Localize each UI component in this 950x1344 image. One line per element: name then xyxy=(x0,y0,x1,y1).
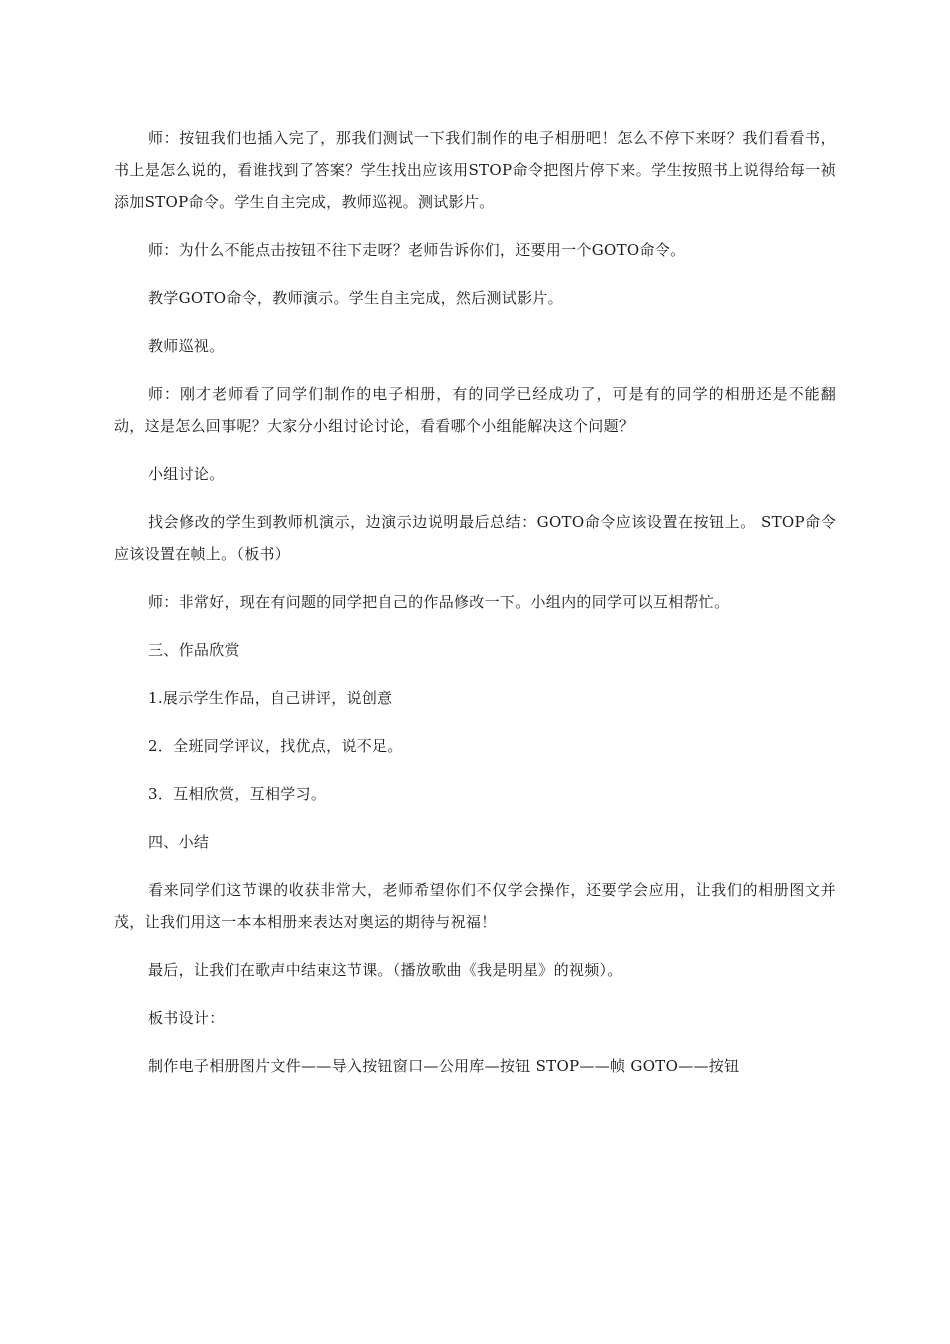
list-item-class-review: 2．全班同学评议，找优点，说不足。 xyxy=(148,737,403,755)
paragraph-teach-goto: 教学GOTO命令，教师演示。学生自主完成，然后测试影片。 xyxy=(148,289,563,307)
section-heading-summary: 四、小结 xyxy=(148,833,210,851)
paragraph-album-not-flipping: 师：刚才老师看了同学们制作的电子相册，有的同学已经成功了，可是有的同学的相册还是不能翻动，这是怎么回事呢？大家分小组讨论讨论，看看哪个小组能解决这个问题？ xyxy=(114,385,836,435)
paragraph-fix-works: 师：非常好，现在有问题的同学把自己的作品修改一下。小组内的同学可以互相帮忙。 xyxy=(148,593,730,611)
paragraph-closing-remarks: 看来同学们这节课的收获非常大，老师希望你们不仅学会操作，还要学会应用，让我们的相册图文并茂，让我们用这一本本相册来表达对奥运的期待与祝福！ xyxy=(114,881,836,931)
paragraph-summary-goto-stop: 找会修改的学生到教师机演示，边演示边说明最后总结：GOTO命令应该设置在按钮上。 STOP命令应该设置在帧上。（板书） xyxy=(114,513,836,563)
paragraph-teacher-buttons-inserted: 师：按钮我们也插入完了，那我们测试一下我们制作的电子相册吧！怎么不停下来呀？我们看看书，书上是怎么说的，看谁找到了答案？学生找出应该用STOP命令把图片停下来。学生按照书上说得给每一祯添加STOP命令。学生自主完成，教师巡视。测试影片。 xyxy=(114,129,836,211)
paragraph-song-ending: 最后，让我们在歌声中结束这节课。（播放歌曲《我是明星》的视频）。 xyxy=(148,961,623,979)
paragraph-teacher-patrol: 教师巡视。 xyxy=(148,337,225,355)
list-item-mutual-learning: 3．互相欣赏，互相学习。 xyxy=(148,785,327,803)
paragraph-board-design-content: 制作电子相册图片文件——导入按钮窗口—公用库—按钮 STOP——帧 GOTO——按钮 xyxy=(148,1057,740,1075)
paragraph-group-discussion: 小组讨论。 xyxy=(148,465,225,483)
document-body xyxy=(114,122,836,1098)
section-heading-appreciation: 三、作品欣赏 xyxy=(148,641,240,659)
paragraph-goto-question: 师：为什么不能点击按钮不往下走呀？老师告诉你们，还要用一个GOTO命令。 xyxy=(148,241,686,259)
list-item-show-works: 1.展示学生作品，自己讲评，说创意 xyxy=(148,689,393,707)
paragraph-board-design-label: 板书设计： xyxy=(148,1009,225,1027)
